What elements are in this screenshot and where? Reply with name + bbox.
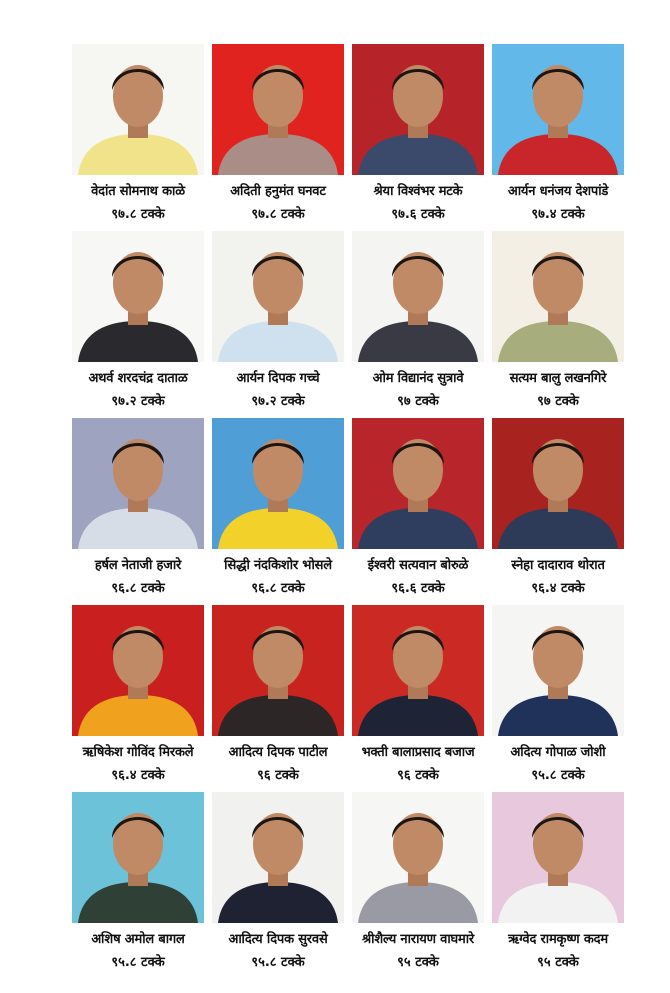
student-photo bbox=[72, 605, 204, 736]
student-name: वेदांत सोमनाथ काळे bbox=[91, 184, 185, 199]
student-card bbox=[352, 44, 484, 231]
student-name: अथर्व शरदचंद्र दाताळ bbox=[88, 371, 188, 386]
portrait-icon bbox=[212, 231, 344, 362]
student-card bbox=[72, 44, 204, 231]
student-percent: ९७.८ टक्के bbox=[251, 207, 305, 222]
student-name: आर्यन दिपक गच्चे bbox=[236, 371, 320, 386]
student-photo bbox=[212, 418, 344, 549]
portrait-icon bbox=[352, 605, 484, 736]
student-percent: ९६.८ टक्के bbox=[251, 581, 305, 596]
portrait-icon bbox=[492, 44, 624, 175]
student-card bbox=[212, 231, 344, 418]
student-photo bbox=[212, 792, 344, 923]
student-card bbox=[72, 231, 204, 418]
student-card bbox=[492, 792, 624, 979]
student-name: ईश्वरी सत्यवान बोरुळे bbox=[367, 558, 469, 573]
student-name: हर्षल नेताजी हजारे bbox=[94, 558, 182, 573]
student-card bbox=[72, 418, 204, 605]
student-name: श्रेया विश्वंभर मटके bbox=[373, 184, 463, 199]
student-name: अदिती हनुमंत घनवट bbox=[230, 184, 326, 199]
portrait-icon bbox=[212, 605, 344, 736]
student-name: स्नेहा दादाराव थोरात bbox=[511, 558, 605, 573]
student-percent: ९६.४ टक्के bbox=[531, 581, 585, 596]
student-card bbox=[212, 792, 344, 979]
student-percent: ९६.६ टक्के bbox=[391, 581, 445, 596]
student-photo bbox=[352, 44, 484, 175]
student-percent: ९७.६ टक्के bbox=[391, 207, 445, 222]
portrait-icon bbox=[212, 792, 344, 923]
student-percent: ९५ टक्के bbox=[537, 955, 579, 970]
portrait-icon bbox=[492, 418, 624, 549]
student-percent: ९५.८ टक्के bbox=[111, 955, 165, 970]
student-card bbox=[352, 418, 484, 605]
student-card bbox=[352, 792, 484, 979]
student-photo bbox=[492, 792, 624, 923]
student-card bbox=[212, 418, 344, 605]
portrait-icon bbox=[492, 231, 624, 362]
student-percent: ९७ टक्के bbox=[397, 394, 439, 409]
student-photo bbox=[492, 418, 624, 549]
student-percent: ९६ टक्के bbox=[257, 768, 299, 783]
student-photo bbox=[212, 44, 344, 175]
student-name: भक्ती बालाप्रसाद बजाज bbox=[361, 745, 475, 760]
student-percent: ९६.८ टक्के bbox=[111, 581, 165, 596]
portrait-icon bbox=[72, 44, 204, 175]
portrait-icon bbox=[72, 792, 204, 923]
student-percent: ९५ टक्के bbox=[397, 955, 439, 970]
student-percent: ९७ टक्के bbox=[537, 394, 579, 409]
student-name: श्रीशैल्य नारायण वाघमारे bbox=[361, 932, 475, 947]
portrait-icon bbox=[72, 418, 204, 549]
student-photo bbox=[492, 231, 624, 362]
student-card bbox=[352, 231, 484, 418]
student-percent: ९७.२ टक्के bbox=[111, 394, 165, 409]
portrait-icon bbox=[72, 231, 204, 362]
portrait-icon bbox=[492, 605, 624, 736]
student-photo bbox=[352, 418, 484, 549]
portrait-icon bbox=[72, 605, 204, 736]
student-photo bbox=[492, 44, 624, 175]
portrait-icon bbox=[352, 44, 484, 175]
student-percent: ९६.४ टक्के bbox=[111, 768, 165, 783]
student-card bbox=[492, 418, 624, 605]
student-name: आदित्य दिपक पाटील bbox=[228, 745, 328, 760]
student-photo bbox=[72, 231, 204, 362]
student-percent: ९७.८ टक्के bbox=[111, 207, 165, 222]
student-name: अशिष अमोल बागल bbox=[91, 932, 185, 947]
portrait-icon bbox=[212, 418, 344, 549]
student-photo bbox=[352, 605, 484, 736]
student-photo bbox=[72, 44, 204, 175]
portrait-icon bbox=[352, 792, 484, 923]
portrait-icon bbox=[492, 792, 624, 923]
student-card bbox=[72, 605, 204, 792]
student-percent: ९५.८ टक्के bbox=[531, 768, 585, 783]
student-name: ऋग्वेद रामकृष्ण कदम bbox=[508, 932, 608, 947]
student-percent: ९७.२ टक्के bbox=[251, 394, 305, 409]
student-name: सिद्धी नंदकिशोर भोसले bbox=[224, 558, 332, 573]
student-card bbox=[212, 605, 344, 792]
student-percent: ९६ टक्के bbox=[397, 768, 439, 783]
student-photo bbox=[352, 792, 484, 923]
student-photo bbox=[352, 231, 484, 362]
student-photo bbox=[72, 418, 204, 549]
student-photo bbox=[212, 231, 344, 362]
student-card bbox=[492, 231, 624, 418]
student-photo bbox=[492, 605, 624, 736]
student-percent: ९५.८ टक्के bbox=[251, 955, 305, 970]
student-name: आदित्य दिपक सुरवसे bbox=[228, 932, 328, 947]
student-name: सत्यम बालु लखनगिरे bbox=[509, 371, 607, 386]
portrait-icon bbox=[352, 418, 484, 549]
student-name: अदित्य गोपाळ जोशी bbox=[510, 745, 606, 760]
student-card bbox=[492, 44, 624, 231]
student-card bbox=[492, 605, 624, 792]
student-photo bbox=[212, 605, 344, 736]
student-name: आर्यन धनंजय देशपांडे bbox=[507, 184, 609, 199]
student-photo bbox=[72, 792, 204, 923]
portrait-icon bbox=[212, 44, 344, 175]
student-name: ऋषिकेश गोविंद मिरकले bbox=[82, 745, 194, 760]
student-card bbox=[212, 44, 344, 231]
portrait-icon bbox=[352, 231, 484, 362]
student-card bbox=[352, 605, 484, 792]
students-grid bbox=[72, 44, 624, 979]
student-percent: ९७.४ टक्के bbox=[531, 207, 585, 222]
student-card bbox=[72, 792, 204, 979]
student-name: ओम विद्यानंद सुत्रावे bbox=[372, 371, 464, 386]
